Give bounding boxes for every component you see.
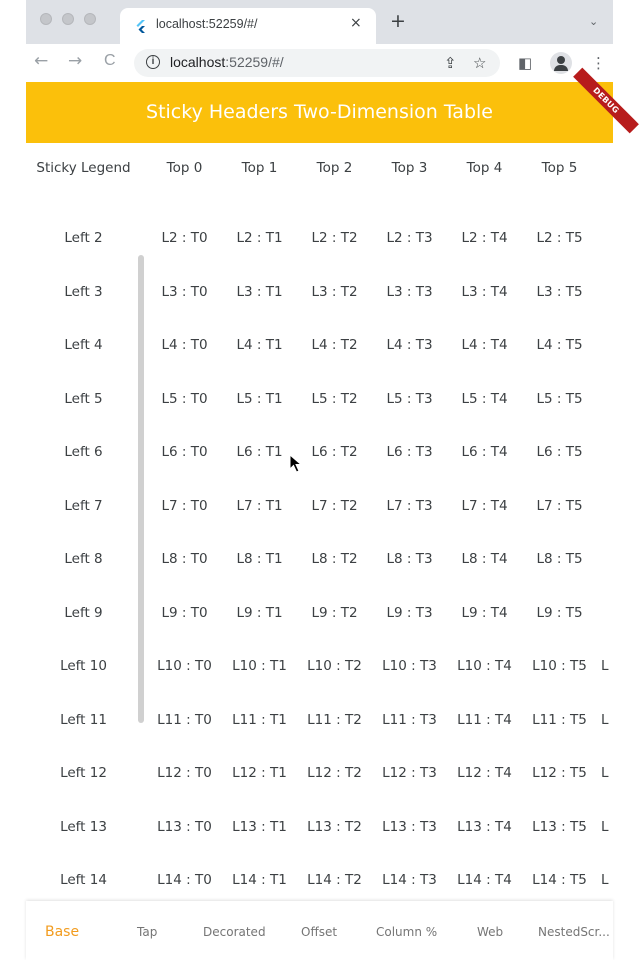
table-cell[interactable]: L11 : T1 [232, 711, 287, 728]
table-cell[interactable]: L2 : T0 [161, 230, 208, 246]
browser-toolbar [26, 44, 613, 83]
table-cell[interactable]: L10 : T4 [457, 658, 512, 674]
table-cell[interactable]: L10 : T0 [157, 658, 212, 674]
address-bar[interactable] [134, 49, 500, 77]
left-header-cell[interactable]: Left 12 [60, 765, 107, 781]
table-cell[interactable]: L9 : T0 [161, 604, 208, 621]
left-header-cell[interactable]: Left 3 [64, 283, 103, 300]
mouse-cursor-icon [289, 454, 303, 474]
table-row [26, 212, 613, 266]
table-cell[interactable]: L12 : T5 [532, 765, 587, 781]
table-cell[interactable]: L6 : T4 [461, 444, 508, 460]
table-cell[interactable]: L [601, 872, 609, 888]
table-cell[interactable]: L14 : T2 [307, 872, 362, 888]
table-cell[interactable]: L5 : T2 [311, 390, 358, 407]
table-cell[interactable]: L6 : T1 [236, 444, 283, 460]
table-cell[interactable]: L6 : T3 [386, 444, 433, 460]
left-header-cell[interactable]: Left 4 [64, 337, 103, 353]
table-cell[interactable]: L13 : T2 [307, 818, 362, 835]
table-cell[interactable]: L13 : T3 [382, 818, 437, 835]
table-cell[interactable]: L12 : T1 [232, 765, 287, 781]
table-cell[interactable]: L8 : T5 [536, 551, 583, 567]
table-row [26, 266, 613, 320]
left-header-cell[interactable]: Left 11 [60, 711, 107, 728]
table-cell[interactable]: L11 : T5 [532, 711, 587, 728]
table-cell[interactable]: L8 : T2 [311, 551, 358, 567]
table-body[interactable] [26, 193, 613, 901]
sticky-legend: Sticky Legend [36, 160, 131, 176]
table-cell[interactable]: L9 : T1 [236, 604, 283, 621]
nav-item-offset[interactable]: Offset [301, 925, 338, 939]
table-row [26, 533, 613, 587]
left-header-cell[interactable]: Left 14 [60, 872, 107, 888]
top-header-row [147, 143, 613, 193]
table-cell[interactable]: L6 : T5 [536, 444, 583, 460]
table-cell[interactable]: L3 : T4 [461, 283, 508, 300]
table-cell[interactable]: L7 : T2 [311, 497, 358, 514]
table-cell[interactable]: L8 : T3 [386, 551, 433, 567]
table-cell[interactable]: L3 : T2 [311, 283, 358, 300]
nav-item-column[interactable]: Column % [376, 925, 438, 939]
table-cell[interactable]: L3 : T0 [161, 283, 208, 300]
nav-item-tap[interactable]: Tap [137, 925, 158, 939]
table-row [26, 640, 613, 694]
table-cell[interactable]: L14 : T0 [157, 872, 212, 888]
top-header-cell[interactable]: Top 1 [241, 160, 278, 176]
table-row [26, 373, 613, 427]
table-cell[interactable]: L12 : T0 [157, 765, 212, 781]
table-cell[interactable]: L14 : T4 [457, 872, 512, 888]
tab-title: localhost:52259/#/ [156, 17, 258, 31]
browser-tab[interactable] [120, 8, 376, 44]
url-host: localhost [170, 54, 226, 70]
top-header-cell[interactable]: Top 0 [166, 160, 203, 176]
table-cell[interactable]: L2 : T1 [236, 230, 283, 246]
table-cell[interactable]: L11 : T2 [307, 711, 362, 728]
table-row [26, 854, 613, 908]
top-header-cell[interactable]: Top 3 [391, 160, 428, 176]
table-cell[interactable]: L3 : T1 [236, 283, 283, 300]
table-cell[interactable]: L7 : T4 [461, 497, 508, 514]
table-cell[interactable]: L3 : T3 [386, 283, 433, 300]
table-cell[interactable]: L8 : T1 [236, 551, 283, 567]
left-header-cell[interactable]: Left 5 [64, 390, 103, 407]
table-cell[interactable]: L12 : T3 [382, 765, 437, 781]
side-panel-icon[interactable]: ◧ [518, 54, 533, 72]
new-tab-icon[interactable]: + [390, 10, 406, 32]
nav-item-base[interactable]: Base [45, 924, 80, 940]
table-cell[interactable]: L2 : T2 [311, 230, 358, 246]
left-header-cell[interactable]: Left 13 [60, 818, 107, 835]
table-cell[interactable]: L10 : T1 [232, 658, 287, 674]
table-cell[interactable]: L14 : T3 [382, 872, 437, 888]
table-row [26, 801, 613, 855]
table-cell[interactable]: L9 : T3 [386, 604, 433, 621]
bottom-navigation [26, 901, 613, 960]
table-cell[interactable]: L6 : T2 [311, 444, 358, 460]
minimize-window-button[interactable] [62, 13, 74, 25]
table-row [26, 747, 613, 801]
table-cell[interactable]: L7 : T1 [236, 497, 283, 514]
page-title: Sticky Headers Two-Dimension Table [146, 101, 493, 123]
forward-icon[interactable]: → [68, 51, 83, 71]
table-row [26, 480, 613, 534]
table-cell[interactable]: L10 : T5 [532, 658, 587, 674]
reload-icon[interactable]: C [104, 52, 116, 69]
site-info-icon[interactable]: i [146, 55, 160, 69]
table-cell[interactable]: L9 : T4 [461, 604, 508, 621]
vertical-scrollbar[interactable] [138, 255, 144, 723]
table-cell[interactable]: L7 : T3 [386, 497, 433, 514]
nav-item-web[interactable]: Web [477, 925, 504, 939]
url-path: :52259/#/ [225, 54, 284, 70]
tab-close-icon[interactable]: × [350, 15, 362, 31]
tab-search-icon[interactable]: ⌄ [589, 15, 599, 28]
nav-item-decorated[interactable]: Decorated [203, 925, 266, 939]
table-cell[interactable]: L2 : T5 [536, 230, 583, 246]
table-cell[interactable]: L14 : T5 [532, 872, 587, 888]
table-cell[interactable]: L11 : T0 [157, 711, 212, 728]
table-cell[interactable]: L5 : T4 [461, 390, 508, 407]
table-cell[interactable]: L6 : T0 [161, 444, 208, 460]
top-header-cell[interactable]: Top 2 [316, 160, 353, 176]
table-cell[interactable]: L13 : T0 [157, 818, 212, 835]
table-row [26, 694, 613, 748]
table-cell[interactable]: L9 : T2 [311, 604, 358, 621]
table-cell[interactable]: L9 : T5 [536, 604, 583, 621]
table-cell[interactable]: L4 : T4 [461, 337, 508, 353]
nav-item-nestedscr[interactable]: NestedScr... [538, 925, 610, 939]
debug-banner: DEBUG [573, 68, 639, 134]
table-cell[interactable]: L7 : T5 [536, 497, 583, 514]
left-header-cell[interactable]: Left 8 [64, 551, 103, 567]
table-cell[interactable]: L5 : T0 [161, 390, 208, 407]
maximize-window-button[interactable] [84, 13, 96, 25]
table-cell[interactable]: L13 : T4 [457, 818, 512, 835]
close-window-button[interactable] [40, 13, 52, 25]
top-header-cell[interactable]: Top 5 [541, 160, 578, 176]
tab-strip [26, 0, 613, 44]
url-text [170, 54, 284, 70]
top-header-cell[interactable]: Top 4 [466, 160, 503, 176]
table-cell[interactable]: L2 : T4 [461, 230, 508, 246]
table-cell[interactable]: L4 : T1 [236, 337, 283, 353]
table-cell[interactable]: L2 : T3 [386, 230, 433, 246]
table-cell[interactable]: L4 : T5 [536, 337, 583, 353]
profile-avatar-icon[interactable] [550, 52, 572, 74]
table-cell[interactable]: L13 : T1 [232, 818, 287, 835]
table-cell[interactable]: L4 : T3 [386, 337, 433, 353]
table-cell[interactable]: L10 : T3 [382, 658, 437, 674]
back-icon[interactable]: ← [34, 51, 49, 71]
table-cell[interactable]: L4 : T2 [311, 337, 358, 353]
left-header-cell[interactable]: Left 9 [64, 604, 103, 621]
left-header-cell[interactable]: Left 2 [64, 230, 103, 246]
table-row [26, 426, 613, 480]
table-cell[interactable]: L11 : T3 [382, 711, 437, 728]
table-cell[interactable]: L11 : T4 [457, 711, 512, 728]
table-cell[interactable]: L12 : T2 [307, 765, 362, 781]
table-cell[interactable]: L10 : T2 [307, 658, 362, 674]
browser-menu-icon[interactable]: ⋮ [591, 54, 606, 72]
flutter-icon [134, 19, 148, 33]
table-row [26, 319, 613, 373]
table-cell[interactable]: L [601, 711, 609, 728]
app-bar [26, 82, 621, 143]
left-header-cell[interactable]: Left 10 [60, 658, 107, 674]
left-header-cell[interactable]: Left 6 [64, 444, 103, 460]
table-row [26, 587, 613, 641]
table-cell[interactable]: L7 : T0 [161, 497, 208, 514]
table-cell[interactable]: L3 : T5 [536, 283, 583, 300]
table-cell[interactable]: L5 : T3 [386, 390, 433, 407]
table-cell[interactable]: L14 : T1 [232, 872, 287, 888]
table-cell[interactable]: L13 : T5 [532, 818, 587, 835]
browser-window [26, 0, 621, 960]
table-cell[interactable]: L12 : T4 [457, 765, 512, 781]
table-cell[interactable]: L [601, 765, 609, 781]
table-cell[interactable]: L8 : T0 [161, 551, 208, 567]
table-cell[interactable]: L8 : T4 [461, 551, 508, 567]
table-cell[interactable]: L5 : T1 [236, 390, 283, 407]
table-cell[interactable]: L5 : T5 [536, 390, 583, 407]
table-cell[interactable]: L4 : T0 [161, 337, 208, 353]
bookmark-star-icon[interactable]: ☆ [473, 54, 487, 72]
left-header-cell[interactable]: Left 7 [64, 497, 103, 514]
share-icon[interactable]: ⇪ [444, 54, 457, 72]
table-cell[interactable]: L [601, 658, 609, 674]
table-cell[interactable]: L [601, 818, 609, 835]
